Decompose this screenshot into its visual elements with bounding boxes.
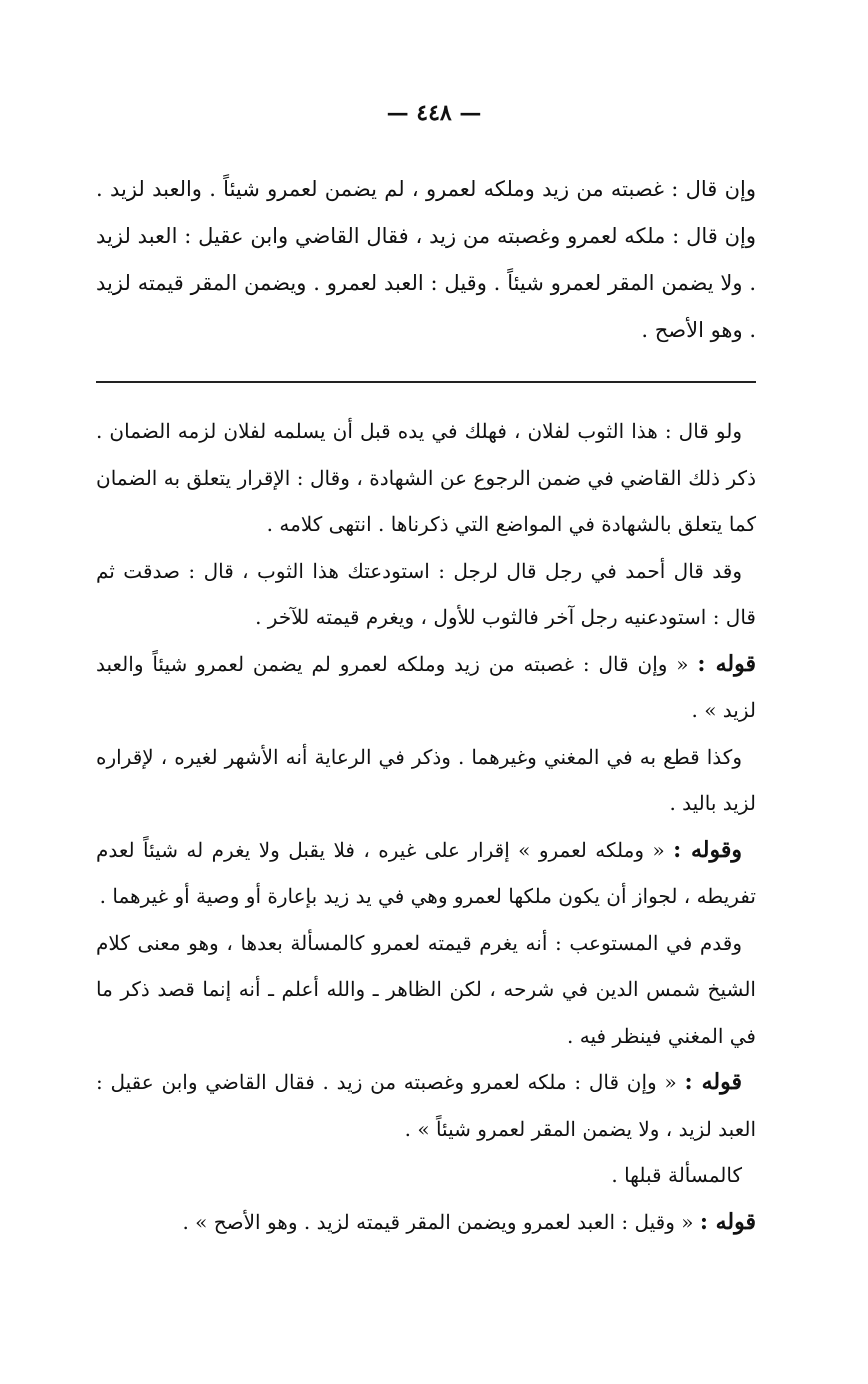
commentary-paragraph: وكذا قطع به في المغني وغيرهما . وذكر في الرعاية أنه الأشهر لغيره ، لإقراره لزيد باليد . — [96, 744, 756, 815]
quoted-text: « وقيل : العبد لعمرو ويضمن المقر قيمته لزيد . وهو الأصح » . — [182, 1209, 694, 1234]
quotation-paragraph — [96, 1199, 756, 1246]
commentary-paragraph: ولو قال : هذا الثوب لفلان ، فهلك في يده قبل أن يسلمه لفلان لزمه الضمان . ذكر ذلك القاضي في ضمن الرجوع عن الشهادة ، وقال : الإقرار يتعلق به الضمان كما يتعلق بالشهادة في المواضع التي ذكرناها . انتهى كلامه . — [96, 419, 756, 536]
quotation-paragraph — [96, 641, 756, 734]
commentary-paragraph: وقد قال أحمد في رجل قال لرجل : استودعتك هذا الثوب ، قال : صدقت ثم قال : استودعنيه رجل آخر فالثوب للأول ، ويغرم قيمته للآخر . — [96, 558, 756, 629]
page-number: — ٤٤٨ — — [386, 100, 482, 126]
commentary-paragraph: وقدم في المستوعب : أنه يغرم قيمته لعمرو كالمسألة بعدها ، وهو معنى كلام الشيخ شمس الدين في شرحه ، لكن الظاهر ـ والله أعلم ـ أنه إنما قصد ذكر ما في المغني فينظر فيه . — [96, 930, 756, 1048]
separator-line — [96, 381, 756, 383]
qawluh-label: وقوله : — [673, 836, 742, 863]
quoted-text: « وملكه لعمرو » إقرار على غيره ، فلا يقبل ولا يغرم له شيئاً لعدم تفريطه ، لجواز أن يكون ملكها لعمرو وهي في يد زيد بإعارة أو وصية أو غيرهما . — [96, 837, 756, 908]
main-text-block — [96, 166, 756, 354]
quoted-text: « وإن قال : ملكه لعمرو وغصبته من زيد . فقال القاضي وابن عقيل : العبد لزيد ، ولا يضمن المقر لعمرو شيئاً » . — [96, 1070, 756, 1141]
commentary-paragraph: كالمسألة قبلها . — [611, 1163, 742, 1187]
qawluh-label: قوله : — [684, 1069, 742, 1095]
main-text-paragraph: وإن قال : غصبته من زيد وملكه لعمرو ، لم يضمن لعمرو شيئاً . والعبد لزيد . وإن قال : ملكه لعمرو وغصبته من زيد ، فقال القاضي وابن عقيل : العبد لزيد . ولا يضمن المقر لعمرو شيئاً . وقيل : العبد لعمرو . ويضمن المقر قيمته لزيد . وهو الأصح . — [96, 177, 756, 342]
quotation-paragraph — [96, 827, 756, 920]
commentary-block — [96, 408, 756, 1245]
qawluh-label: قوله : — [697, 650, 757, 677]
quoted-text: « وإن قال : غصبته من زيد وملكه لعمرو لم يضمن لعمرو شيئاً والعبد لزيد » . — [96, 651, 756, 722]
qawluh-label: قوله : — [699, 1208, 756, 1235]
quotation-paragraph — [96, 1059, 756, 1152]
